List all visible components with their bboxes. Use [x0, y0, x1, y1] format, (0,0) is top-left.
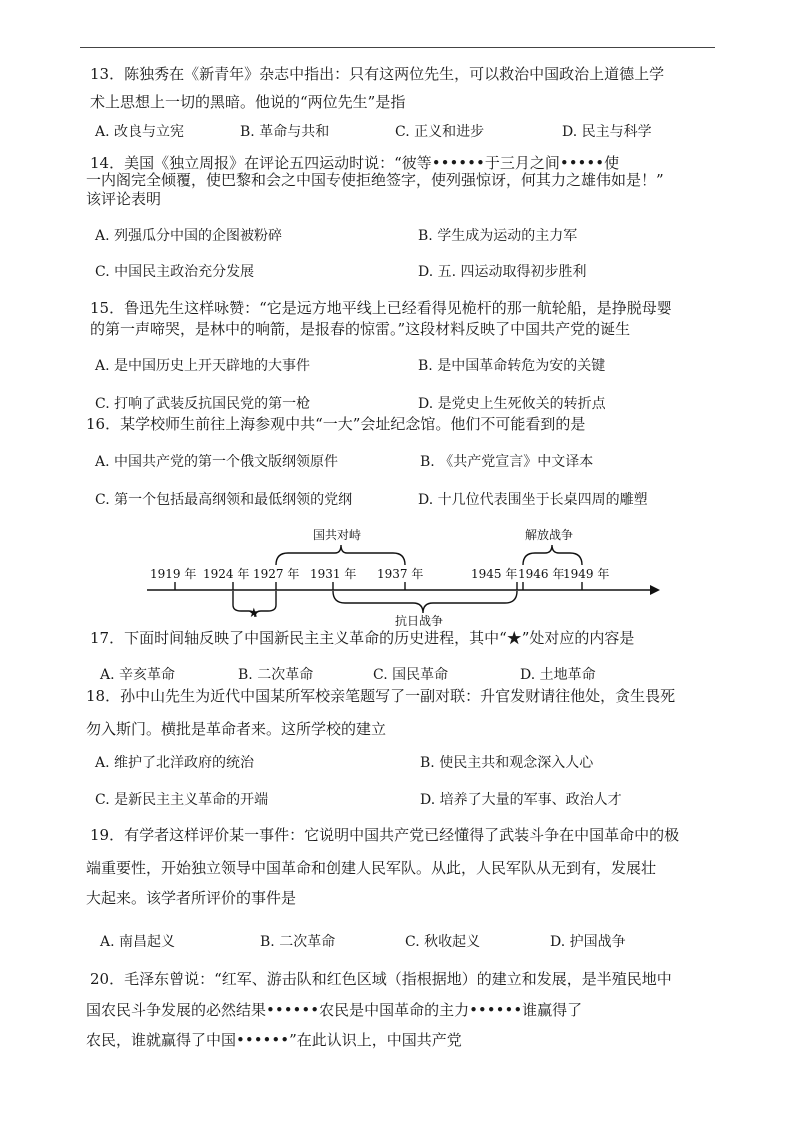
q13-stem-line2: 术上思想上一切的黑暗。他说的“两位先生”是指 — [90, 93, 406, 111]
label-jiefang: 解放战争 — [525, 528, 574, 542]
q17-option-d[interactable]: D. 土地革命 — [520, 667, 596, 683]
q19-option-b[interactable]: B. 二次革命 — [260, 934, 336, 950]
q17-option-c[interactable]: C. 国民革命 — [373, 667, 449, 683]
label-gongchan: 国共对峙 — [313, 528, 362, 542]
q19-option-c[interactable]: C. 秋收起义 — [405, 934, 481, 950]
q19-stem-line3: 大起来。该学者所评价的事件是 — [86, 889, 297, 907]
q19-stem-line1: 19．有学者这样评价某一事件：它说明中国共产党已经懂得了武装斗争在中国革命中的极 — [90, 826, 680, 844]
year-label-1927: 1927 年 — [253, 567, 300, 581]
q17-option-b[interactable]: B. 二次革命 — [238, 667, 314, 683]
year-label-1924: 1924 年 — [203, 567, 250, 581]
brace-gongchan — [276, 545, 405, 565]
q16-option-a[interactable]: A. 中国共产党的第一个俄文版纲领原件 — [95, 454, 339, 470]
q18-stem-line1: 18．孙中山先生为近代中国某所军校亲笔题写了一副对联：升官发财请往他处，贪生畏死 — [86, 687, 676, 705]
year-label-1919: 1919 年 — [150, 567, 197, 581]
q13-option-c[interactable]: C. 正义和进步 — [395, 124, 485, 140]
q15-stem-line2: 的第一声啼哭，是林中的响箭，是报春的惊雷。”这段材料反映了中国共产党的诞生 — [90, 320, 631, 338]
year-label-1937: 1937 年 — [377, 567, 424, 581]
timeline-arrowhead — [650, 585, 660, 595]
q14-stem-line1: 14．美国《独立周报》在评论五四运动时说：“彼等••••••于三月之间•••••使 — [90, 154, 620, 172]
q16-option-d[interactable]: D. 十几位代表围坐于长桌四周的雕塑 — [418, 492, 648, 508]
q17-stem-line1: 17．下面时间轴反映了中国新民主主义革命的历史进程，其中“★”处对应的内容是 — [90, 629, 635, 647]
brace-jiefang — [523, 545, 582, 565]
q14-option-d[interactable]: D. 五. 四运动取得初步胜利 — [418, 264, 587, 280]
q16-stem-line1: 16．某学校师生前往上海参观中共“一大”会址纪念馆。他们不可能看到的是 — [86, 415, 586, 433]
q15-option-d[interactable]: D. 是党史上生死攸关的转折点 — [418, 396, 606, 412]
q13-stem-line1: 13．陈独秀在《新青年》杂志中指出：只有这两位先生，可以救治中国政治上道德上学 — [90, 65, 665, 83]
q16-option-c[interactable]: C. 第一个包括最高纲领和最低纲领的党纲 — [95, 492, 353, 508]
q19-stem-line2: 端重要性，开始独立领导中国革命和创建人民军队。从此，人民军队从无到有，发展壮 — [86, 859, 657, 877]
header-rule — [80, 47, 715, 48]
q18-option-c[interactable]: C. 是新民主主义革命的开端 — [95, 792, 269, 808]
q16-option-b[interactable]: B. 《共产党宣言》中文译本 — [420, 454, 594, 470]
timeline-figure — [145, 525, 665, 627]
q19-option-d[interactable]: D. 护国战争 — [550, 934, 626, 950]
q14-stem-line3: 该评论表明 — [86, 190, 162, 208]
q18-stem-line2: 勿入斯门。横批是革命者来。这所学校的建立 — [86, 720, 387, 738]
q13-option-d[interactable]: D. 民主与科学 — [562, 124, 652, 140]
q15-option-a[interactable]: A. 是中国历史上开天辟地的大事件 — [95, 358, 311, 374]
q15-option-b[interactable]: B. 是中国革命转危为安的关键 — [418, 358, 606, 374]
q14-option-b[interactable]: B. 学生成为运动的主力军 — [418, 228, 578, 244]
year-label-1949: 1949 年 — [563, 567, 610, 581]
q18-option-d[interactable]: D. 培养了大量的军事、政治人才 — [420, 792, 622, 808]
year-label-1931: 1931 年 — [310, 567, 357, 581]
brace-kangri — [333, 591, 517, 613]
q18-option-b[interactable]: B. 使民主共和观念深入人心 — [420, 755, 594, 771]
q20-stem-line3: 农民，谁就赢得了中国••••••”在此认识上，中国共产党 — [86, 1031, 462, 1049]
q20-stem-line2: 国农民斗争发展的必然结果••••••农民是中国革命的主力••••••谁赢得了 — [86, 1001, 583, 1019]
q18-option-a[interactable]: A. 维护了北洋政府的统治 — [95, 755, 255, 771]
q15-stem-line1: 15．鲁迅先生这样咏赞：“它是远方地平线上已经看得见桅杆的那一航轮船，是挣脱母婴 — [90, 299, 672, 317]
q15-option-c[interactable]: C. 打响了武装反抗国民党的第一枪 — [95, 396, 311, 412]
year-label-1946: 1946 年 — [518, 567, 565, 581]
q14-option-a[interactable]: A. 列强瓜分中国的企图被粉碎 — [95, 228, 283, 244]
q19-option-a[interactable]: A. 南昌起义 — [100, 934, 176, 950]
year-label-1945: 1945 年 — [471, 567, 518, 581]
q14-option-c[interactable]: C. 中国民主政治充分发展 — [95, 264, 255, 280]
star-icon: ★ — [248, 606, 260, 621]
q20-stem-line1: 20．毛泽东曾说：“红军、游击队和红色区域（指根据地）的建立和发展，是半殖民地中 — [90, 970, 672, 988]
timeline-svg — [145, 525, 665, 627]
q13-option-a[interactable]: A. 改良与立宪 — [95, 124, 185, 140]
label-kangri: 抗日战争 — [395, 614, 444, 627]
q17-option-a[interactable]: A. 辛亥革命 — [100, 667, 176, 683]
q14-stem-line2: 一内阁完全倾覆，使巴黎和会之中国专使拒绝签字，使列强惊讶，何其力之雄伟如是！” — [86, 171, 664, 189]
q13-option-b[interactable]: B. 革命与共和 — [240, 124, 330, 140]
